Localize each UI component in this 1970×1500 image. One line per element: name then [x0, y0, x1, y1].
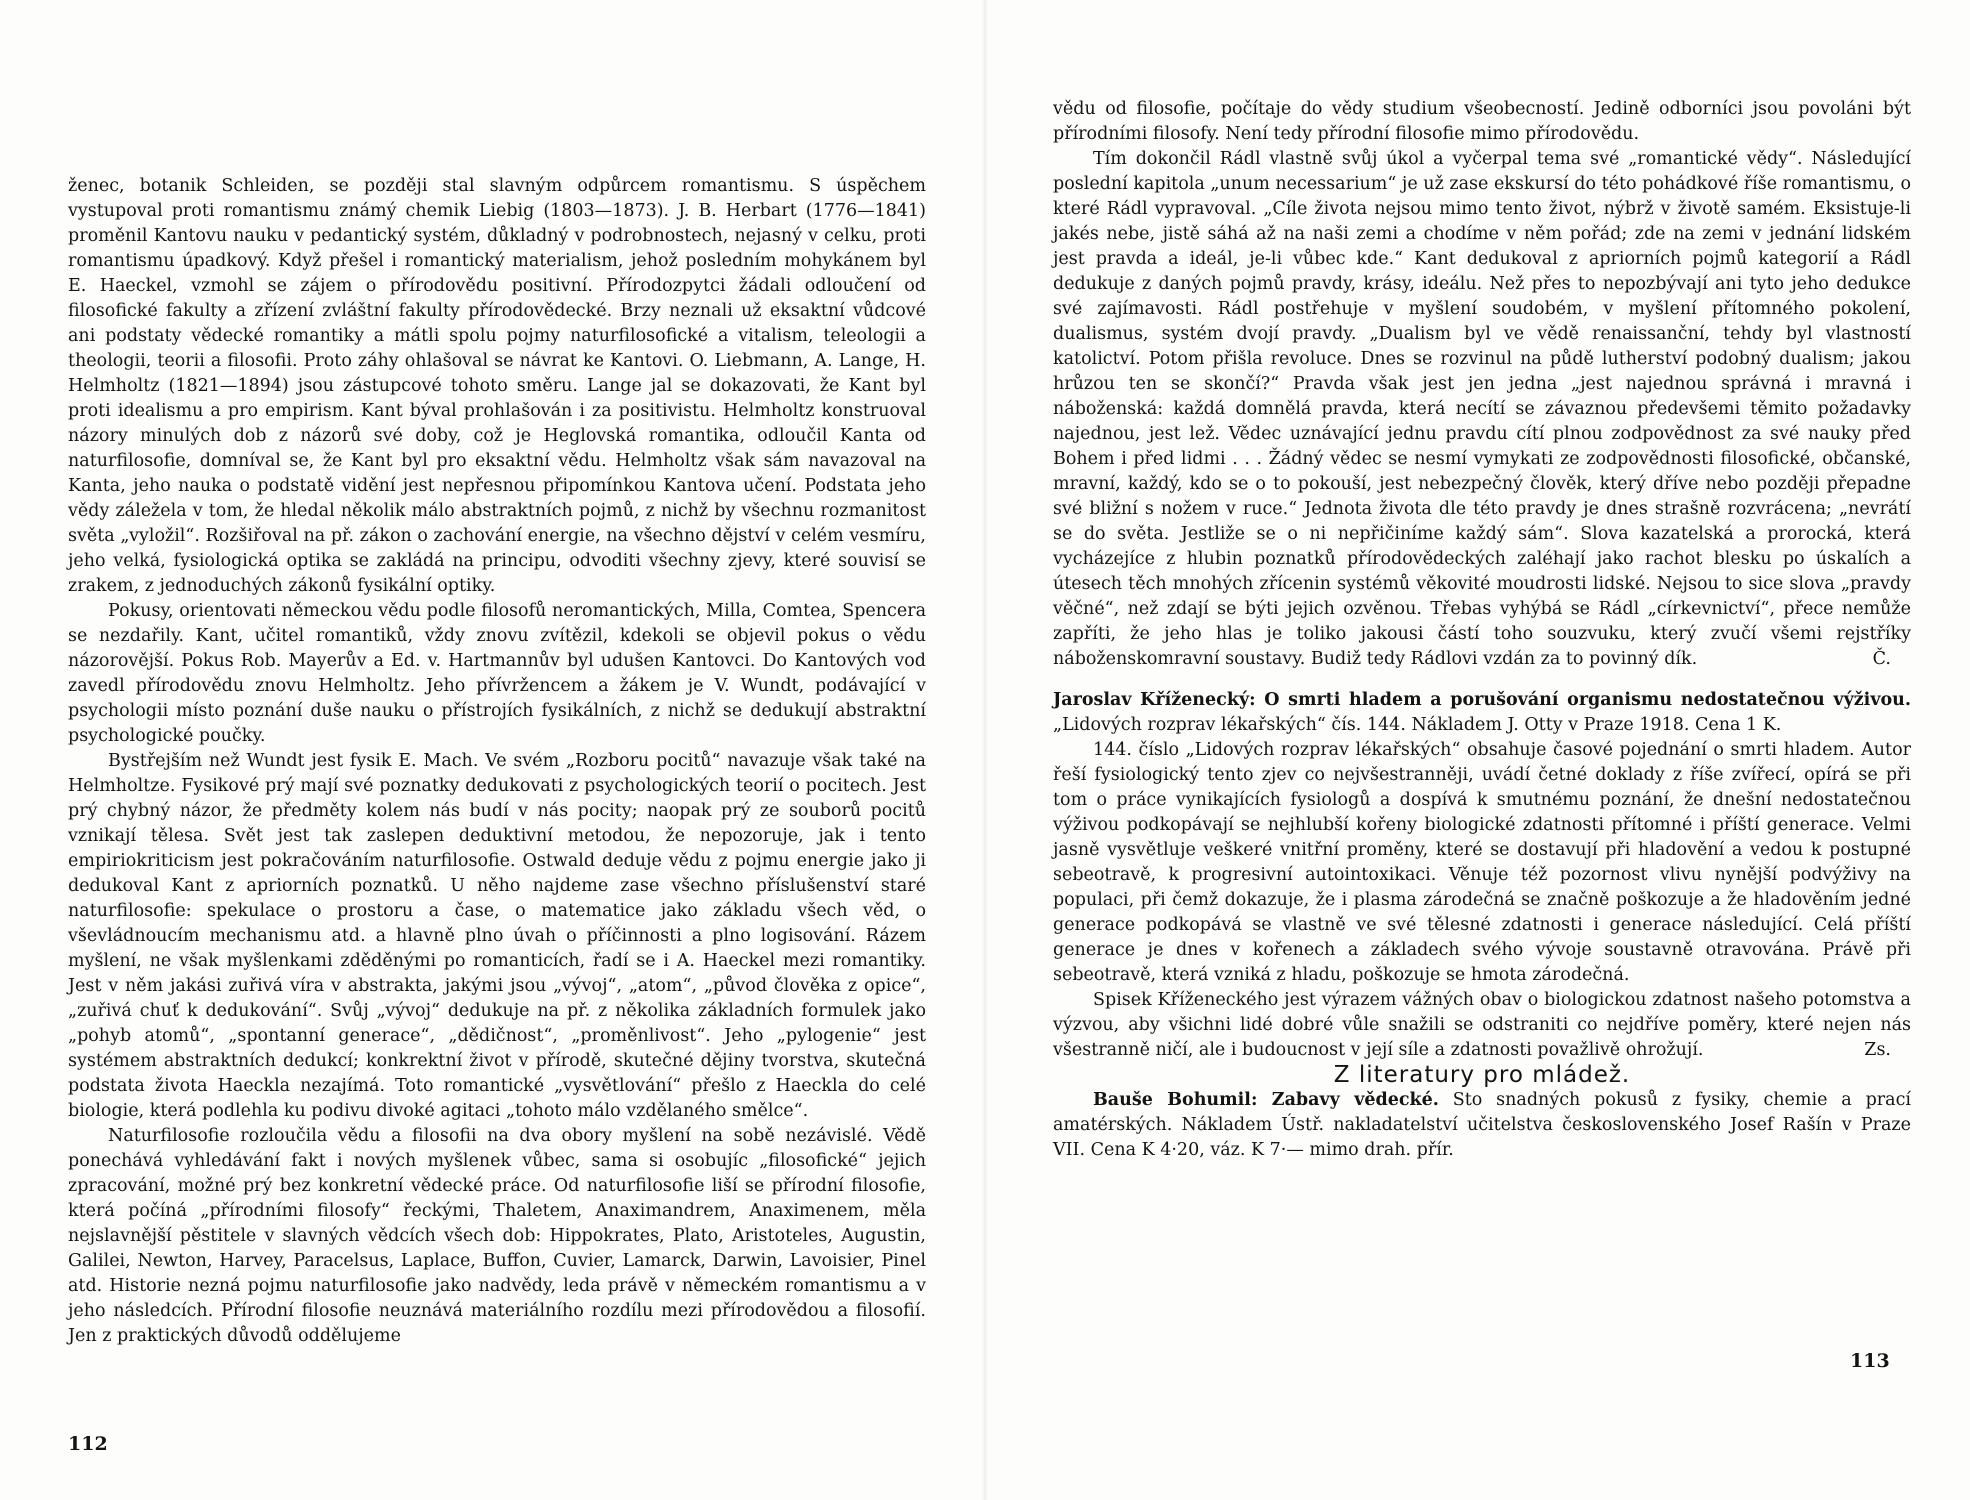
- review-publication: „Lidových rozprav lékařských“ čís. 144. Nákladem J. Otty v Praze 1918. Cena 1 K.: [1053, 715, 1782, 735]
- paragraph: Naturfilosofie rozloučila vědu a filosofii na dva obory myšlení na sobě nezávislé. Vědě ponechává vyhledávání fakt i nových myšlenek vůbec, sama si osobujíc „filosofické“ jejich zpracování, možné prý bez konkretní vědecké práce. Od naturfilosofie liší se přírodní filosofie, která počíná „přírodními filosofy“ řeckými, Thaletem, Anaximandrem, Anaximenem, měla nejslavnější pěstitele v slavných vědcích všech dob: Hippokrates, Plato, Aristoteles, Augustin, Galilei, Newton, Harvey, Paracelsus, Laplace, Buffon, Cuvier, Lamarck, Darwin, Lavoisier, Pinel atd. Historie nezná pojmu naturfilosofie jako nadvědy, leda právě v německém romantismu a v jeho následcích. Přírodní filosofie neuznává materiálního rozdílu mezi přírodovědou a filosofií. Jen z praktických důvodů oddělujeme: [68, 1126, 926, 1346]
- signature: Č.: [1872, 649, 1891, 669]
- paragraph-text: Tím dokončil Rádl vlastně svůj úkol a vyčerpal tema své „romantické vědy“. Následující poslední kapitola „unum necessarium“ je už zase ekskursí do této pohádkové říše romantismu, o které Rádl vypravoval. „Cíle života nejsou mimo tento život, nýbrž v životě samém. Eksistuje-li jakés nebe, jistě sáhá až na naši zemi a chodíme v něm pořád; zde na zemi v jednání lidském jest pravda a ideál, je-li vůbec kde.“ Kant dedukoval z apriorních pojmů kategorií a Rádl dedukuje z daných pojmů pravdy, krásy, ideálu. Než přes to nepozbývají ani tyto jeho dedukce své zajímavosti. Rádl postřehuje v myšlení soudobém, v myšlení přítomného pokolení, dualismus, systém dvojí pravdy. „Dualism byl ve vědě renaissanční, tehdy byl vlastností katolictví. Potom přišla revoluce. Dnes se rozvinul na půdě lutherství podobný dualism; jakou hrůzou ten se skončí?“ Pravda však jest jen jedna „jest najednou správná i mravná i náboženská: každá domnělá pravda, která necítí se závaznou předevšemi těmito požadavky najednou, jest lež. Vědec uznávající jednu pravdu cítí plnou zodpovědnost za své nauky před Bohem i před lidmi . . . Žádný vědec se nesmí vymykati ze zodpovědnosti filosofické, občanské, mravní, každý, kdo se o to pokouší, jest nebezpečný člověk, který dříve nebo později přepadne své bližní s nožem v ruce.“ Jednota života dle této pravdy je dnes strašně rozvrácena; „nevrátí se do světa. Jestliže se o ni nepřičiníme každý sám“. Slova kazatelská a prorocká, která vycházejíce z hlubin poznatků přírodovědeckých zaléhají jako rachot blesku po úskalích a útesech těch mnohých zřícenin systémů věkovité moudrosti lidské. Nejsou to sice slova „pravdy věčné“, než zdají se býti jejich ozvěnou. Třebas vyhýbá se Rádl „církevnictví“, přece nemůže zapříti, že jeho hlas je tolikо jakousi částí toho souzvuku, který zvučí všemi rejstříky náboženskomravní soustavy. Budiž tedy Rádlovi vzdán za to povinný dík.: [1053, 149, 1911, 669]
- page-number: 112: [68, 1433, 108, 1455]
- paragraph: Bystřejším než Wundt jest fysik E. Mach. Ve svém „Rozboru pocitů“ navazuje však také na Helmholtze. Fysikové prý mají své poznatky dedukovati z psychologických teorií o pocitech. Jest prý chybný názor, že předměty kolem nás budí v nás pocity; naopak prý ze souborů pocitů vznikají tělesa. Svět jest tak zaslepen deduktivní metodou, že nepozoruje, jak i tento empiriokriticism jest pokračováním naturfilosofie. Ostwald deduje vědu z pojmu energie jako ji dedukoval Kant z apriorních poznatků. U něho najdeme zase všechno příslušenství staré naturfilosofie: spekulace o prostoru a čase, o matematice jako základu všech věd, o vševládnoucím mechanismu atd. a hlavně plno úvah o příčinnosti a plno logisování. Rázem myšlení, ne však myšlenkami zděděnými po romanticích, řadí se i A. Haeckel mezi romantiky. Jest v něm jakási zuřivá víra v abstrakta, jakými jsou „vývoj“, „atom“, „původ člověka z opice“, „zuřivá chuť k dedukování“. Svůj „vývoj“ dedukuje na př. z několika základních formulek jako „pohyb atomů“, „spontanní generace“, „dědičnost“, „proměnlivost“. Jeho „pylogenie“ jest systémem abstraktních dedukcí; konkrektní život v přírodě, skutečné dějiny tvorstva, skutečná podstata života Haeckla nezajímá. Toto romantické „vysvětlování“ přešlo z Haeckla do celé biologie, která podlehla ku podivu divoké agitaci „tohoto málo vzdělaného smělce“.: [68, 751, 926, 1121]
- paragraph: [1053, 988, 1911, 1063]
- section-heading: Z literatury pro mládež.: [1333, 1062, 1631, 1088]
- paragraph: 144. číslo „Lidových rozprav lékařských“ obsahuje časové pojednání o smrti hladem. Autor řeší fysiologický tento zjev co nejvšestranněji, uvádí četné doklady z říše zvířecí, opírá se při tom o práce vynikajících fysiologů a dospívá k smutnému poznání, že dnešní nedostatečnou výživou podkopávají se nejhlubší kořeny biologické zdatnosti přítomné i příští generace. Velmi jasně vysvětluje veškeré vnitřní proměny, které se dostavují při hladovění a vedou k postupné sebeotravě, k progresivní autointoxikaci. Věnuje též pozornost vlivu nynější podvýživy na populaci, při čemž dokazuje, že i plasma zárodečná se značně poškozuje a že hladověním jedné generace podkopává se vlastně ve své tělesné zdatnosti i generace následující. Celá příští generace je dnes v kořenech a základech svého vývoje soustavně otravována. Právě při sebeotravě, která vzniká z hladu, poškozuje se hmota zárodečná.: [1053, 740, 1911, 985]
- review-title: Bauše Bohumil: Zabavy vědecké.: [1093, 1090, 1439, 1110]
- paragraph: [1053, 147, 1911, 672]
- review-publication: Sto snadných pokusů z fysiky, chemie a prací amatérských. Nákladem Ústř. nakladatelství učitelstva československého Josef Rašín v Praze VII. Cena K 4·20, váz. K 7·— mimo drah. přír.: [1053, 1090, 1911, 1160]
- paragraph-text: Spisek Kříženeckého jest výrazem vážných obav o biologickou zdatnost našeho potomstva a výzvou, aby všichni lidé dobré vůle snažili se odstraniti co nejdříve poměry, které nejen nás všestranně ničí, ale i budoucnost v její síle a zdatnosti považlivě ohrožují.: [1053, 990, 1911, 1060]
- paragraph: Pokusy, orientovati německou vědu podle filosofů neromantických, Milla, Comtea, Spencera se nezdařily. Kant, učitel romantiků, vždy znovu zvítězil, kdekoli se objevil pokus o vědu názorovější. Pokus Rob. Mayerův a Ed. v. Hartmannův byl udušen Kantovci. Do Kantových vod zavedl přírodovědu znovu Helmholtz. Jeho přívržencem a žákem je V. Wundt, podávající v psychologii místo poznání duše nauku o přístrojích fysikálních, z nichž se dedukují abstraktní psychologické poučky.: [68, 601, 926, 746]
- right-page-text: [1053, 97, 1911, 1163]
- page-number: 113: [1850, 1350, 1890, 1372]
- signature: Zs.: [1864, 1040, 1891, 1060]
- review-citation: [1053, 1088, 1911, 1163]
- review-title: Jaroslav Kříženecký: O smrti hladem a porušování organismu nedostatečnou výživou.: [1053, 690, 1911, 710]
- paragraph: vědu od filosofie, počítaje do vědy studium všeobecností. Jedině odborníci jsou povoláni být přírodními filosofy. Není tedy přírodní filosofie mimo přírodovědu.: [1053, 99, 1911, 144]
- right-page: [985, 0, 1970, 1500]
- paragraph: ženec, botanik Schleiden, se později stal slavným odpůrcem romantismu. S úspěchem vystupoval proti romantismu známý chemik Liebig (1803—1873). J. B. Herbart (1776—1841) proměnil Kantovu nauku v pedantický systém, důkladný v podrobnostech, nejasný v celku, proti romantismu úpadkový. Když přešel i romantický materialism, jehož posledním mohykánem byl E. Haeckel, vzmohl se zájem o přírodovědu positivní. Přírodozpytci žádali odloučení od filosofické fakulty a zřízení zvláštní fakulty přírodovědecké. Brzy neznali už eksaktní vůdcové ani podstaty vědecké romantiky a mátli spolu pojmy naturfilosofické a vitalism, teleologii a theologii, teorii a filosofii. Proto záhy ohlašoval se návrat ke Kantovi. O. Liebmann, A. Lange, H. Helmholtz (1821—1894) jsou zástupcové tohoto směru. Lange jal se dokazovati, že Kant byl proti idealismu a pro empirism. Kant býval prohlašován i za positivistu. Helmholtz konstruoval názory minulých dob z názorů své doby, což je Heglovská romantika, odloučil Kanta od naturfilosofie, domníval se, že Kant byl pro eksaktní vědu. Helmholtz však sám navazoval na Kanta, jeho nauka o podstatě vidění jest nepřesnou připomínkou Kantova učení. Podstata jeho vědy záležela v tom, že hledal několik málo abstraktních pojmů, z nichž by všechnu rozmanitost světa „vyložil“. Rozšiřoval na př. zákon o zachování energie, na všechno dějství v celém vesmíru, jeho velká, fysiologická optika se zakládá na principu, odvoditi všechny zjevy, které souvisí se zrakem, z jednoduchých zákonů fysikální optiky.: [68, 176, 926, 596]
- left-page-text: [68, 174, 926, 1349]
- review-citation: [1053, 688, 1911, 738]
